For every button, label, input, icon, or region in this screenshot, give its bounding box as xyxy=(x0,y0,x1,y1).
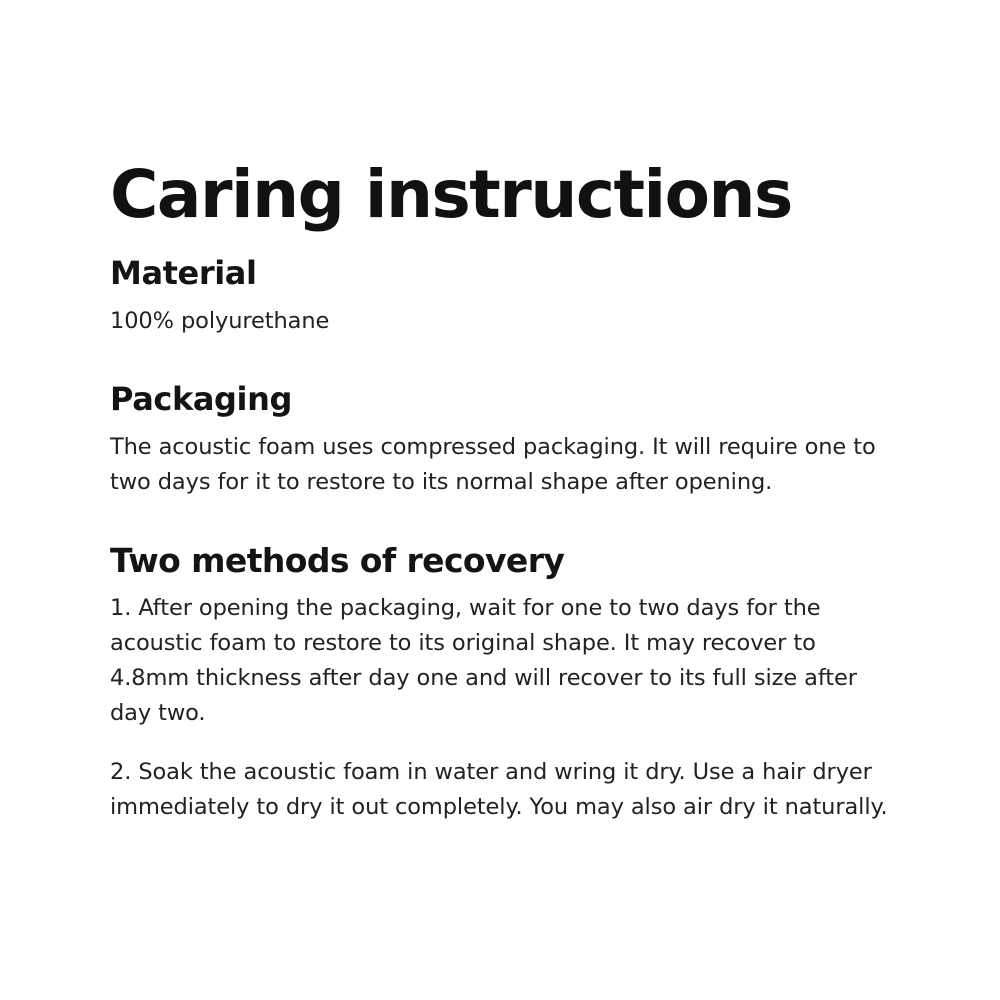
spacer-after-packaging xyxy=(110,500,895,542)
page-title: Caring instructions xyxy=(110,156,792,233)
section-text-material: 100% polyurethane xyxy=(110,308,330,335)
section-text-packaging: The acoustic foam uses compressed packaging. It will require one to two days for it to restore to its normal shape after opening. xyxy=(110,433,876,495)
recovery-method-one: 1. After opening the packaging, wait for one to two days for the acoustic foam to restore to its original shape. It may recover to 4.8mm thickness after day one and will recover to its full size after day two. xyxy=(110,595,857,727)
section-heading-material: Material xyxy=(110,254,257,293)
section-heading-packaging: Packaging xyxy=(110,379,292,418)
section-packaging xyxy=(110,381,895,500)
recovery-method-two: 2. Soak the acoustic foam in water and wring it dry. Use a hair dryer immediately to dry it out completely. You may also air dry it naturally. xyxy=(110,758,888,820)
section-material xyxy=(110,255,895,339)
section-recovery-methods xyxy=(110,542,895,825)
section-heading-recovery-methods: Two methods of recovery xyxy=(110,540,565,580)
spacer-after-material xyxy=(110,339,895,381)
